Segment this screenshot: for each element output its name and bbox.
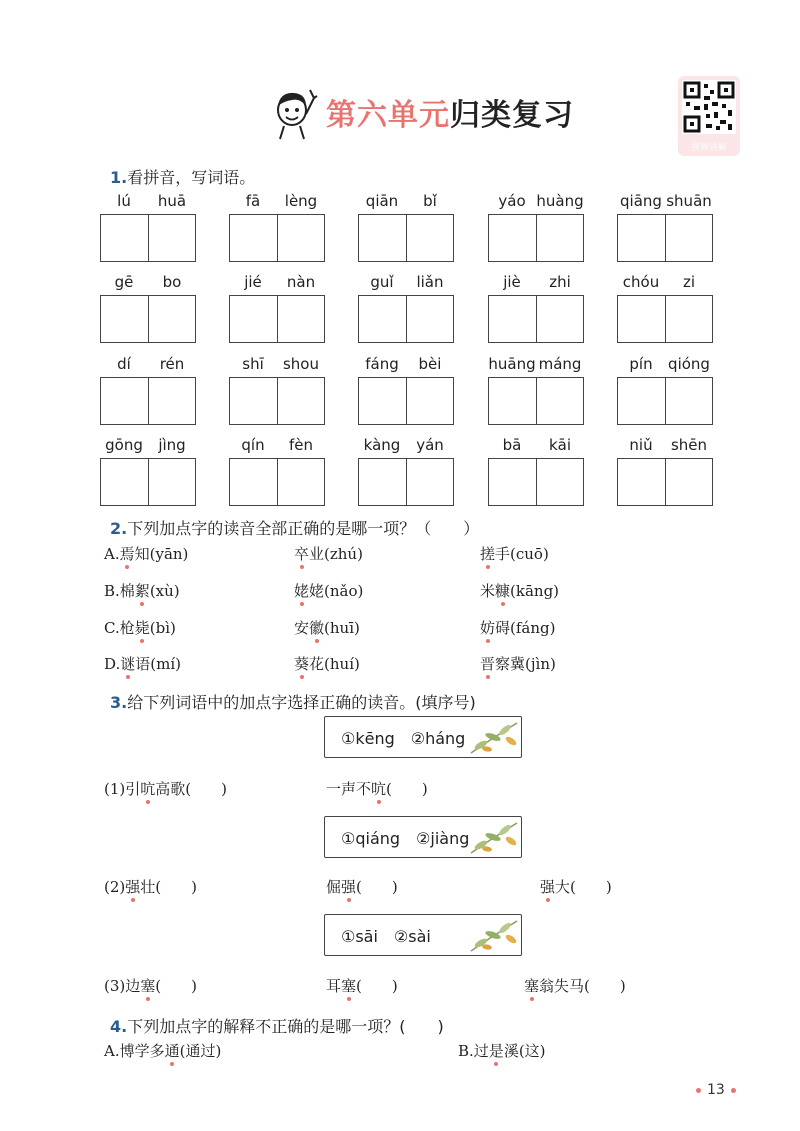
pinyin-label: lèng <box>284 192 318 210</box>
dotted-char: 妨 <box>480 619 496 637</box>
word-cell <box>488 192 584 262</box>
word-cell <box>488 355 584 425</box>
pinyin-label: máng <box>538 355 582 373</box>
option-item <box>104 580 180 601</box>
text-after: 壮( ) <box>140 878 197 896</box>
word-cell <box>488 273 584 343</box>
word-cell <box>229 192 325 262</box>
text-after: 姥(nǎo) <box>309 582 364 600</box>
leaf-decoration-icon <box>467 819 519 855</box>
pinyin-label: zi <box>682 273 696 291</box>
option-item <box>480 580 559 601</box>
title-area <box>270 82 574 142</box>
dotted-char: 糠 <box>495 582 511 600</box>
text-after: (bì) <box>149 619 176 637</box>
writing-cell[interactable] <box>489 296 536 342</box>
writing-cell[interactable] <box>101 215 148 261</box>
writing-box[interactable] <box>617 458 713 506</box>
text-after: 翁失马( ) <box>539 977 626 995</box>
writing-cell[interactable] <box>148 378 196 424</box>
dotted-char: 是 <box>488 1042 504 1060</box>
writing-cell[interactable] <box>489 215 536 261</box>
writing-cell[interactable] <box>406 378 454 424</box>
text-after: 知(yān) <box>134 545 189 563</box>
dotted-char: 强 <box>540 878 556 896</box>
pinyin-label: guǐ <box>370 273 394 291</box>
dotted-char: 塞 <box>341 977 357 995</box>
writing-cell[interactable] <box>277 215 325 261</box>
option-item <box>294 653 360 674</box>
dotted-char: 吭 <box>371 780 387 798</box>
writing-cell[interactable] <box>536 459 584 505</box>
pinyin-label: yán <box>416 436 444 454</box>
dotted-char: 葵 <box>294 655 310 673</box>
writing-cell[interactable] <box>489 378 536 424</box>
writing-cell[interactable] <box>277 378 325 424</box>
reading-options-box <box>324 816 522 858</box>
writing-cell[interactable] <box>277 296 325 342</box>
writing-cell[interactable] <box>148 296 196 342</box>
leaf-decoration-icon <box>467 917 519 953</box>
q1-heading <box>110 165 255 188</box>
q4-heading <box>110 1014 444 1037</box>
pinyin-label: zhi <box>549 273 571 291</box>
word-item <box>524 975 626 996</box>
pinyin-label: huāng <box>488 355 536 373</box>
dotted-char: 塞 <box>524 977 540 995</box>
page-title <box>326 90 574 134</box>
dotted-char: 絮 <box>134 582 150 600</box>
pinyin-label: huàng <box>536 192 584 210</box>
boy-mascot-icon <box>270 84 318 140</box>
option-item <box>104 653 181 674</box>
text-before: 倔 <box>326 878 342 896</box>
pinyin-label: shuān <box>666 192 712 210</box>
pinyin-label: qiāng <box>620 192 662 210</box>
text-before: 一声不 <box>326 780 372 798</box>
word-cell <box>488 436 584 506</box>
text-after: ( ) <box>356 977 398 995</box>
dotted-char: 毙 <box>134 619 150 637</box>
writing-cell[interactable] <box>536 215 584 261</box>
reading-options-box <box>324 914 522 956</box>
word-cell <box>100 355 196 425</box>
qr-caption: 视频讲解 <box>690 143 727 153</box>
text-after: (通过) <box>179 1042 222 1060</box>
word-item <box>104 876 197 897</box>
text-before: (1)引 <box>104 780 141 798</box>
pinyin-label: yáo <box>498 192 526 210</box>
word-item <box>540 876 612 897</box>
q2-number: 2. <box>110 519 128 538</box>
dotted-char: 搓 <box>480 545 496 563</box>
word-cell <box>358 355 454 425</box>
writing-box[interactable] <box>488 458 584 506</box>
qr-code-icon <box>682 80 736 134</box>
writing-box[interactable] <box>488 214 584 262</box>
pinyin-label: fā <box>245 192 261 210</box>
writing-cell[interactable] <box>665 296 713 342</box>
writing-box[interactable] <box>229 214 325 262</box>
writing-cell[interactable] <box>277 459 325 505</box>
writing-box[interactable] <box>100 295 196 343</box>
writing-cell[interactable] <box>101 459 148 505</box>
option-item <box>480 543 549 564</box>
text-before: A. <box>104 545 120 563</box>
text-after: 手(cuō) <box>495 545 549 563</box>
option-item <box>104 543 188 564</box>
writing-box[interactable] <box>358 458 454 506</box>
text-after: 大( ) <box>555 878 612 896</box>
pinyin-label: jìng <box>158 436 186 454</box>
text-before: C.枪 <box>104 619 135 637</box>
leaf-decoration-icon <box>467 719 519 755</box>
writing-box[interactable] <box>229 458 325 506</box>
q2-prompt: 下列加点字的读音全部正确的是哪一项？（ ） <box>127 519 480 538</box>
writing-cell[interactable] <box>665 215 713 261</box>
word-cell <box>100 192 196 262</box>
text-before: 安 <box>294 619 310 637</box>
writing-cell[interactable] <box>148 215 196 261</box>
writing-box[interactable] <box>100 458 196 506</box>
pinyin-label: shī <box>242 355 264 373</box>
word-cell <box>617 273 713 343</box>
word-cell <box>358 436 454 506</box>
writing-cell[interactable] <box>230 215 277 261</box>
writing-box[interactable] <box>358 295 454 343</box>
writing-cell[interactable] <box>536 296 584 342</box>
text-after: 察冀(jìn) <box>495 655 556 673</box>
word-cell <box>617 355 713 425</box>
writing-cell[interactable] <box>359 215 406 261</box>
q3-heading <box>110 690 476 713</box>
text-after: 业(zhú) <box>309 545 363 563</box>
q4-number: 4. <box>110 1017 128 1036</box>
pinyin-label: bǐ <box>423 192 437 210</box>
pinyin-label: bo <box>162 273 182 291</box>
dotted-char: 强 <box>125 878 141 896</box>
word-cell <box>229 355 325 425</box>
pinyin-label: shou <box>282 355 319 373</box>
writing-cell[interactable] <box>101 296 148 342</box>
dotted-char: 姥 <box>294 582 310 600</box>
pinyin-label: lú <box>117 192 131 210</box>
writing-box[interactable] <box>488 295 584 343</box>
writing-cell[interactable] <box>536 378 584 424</box>
writing-box[interactable] <box>617 295 713 343</box>
pinyin-label: dí <box>117 355 131 373</box>
word-cell <box>617 436 713 506</box>
writing-cell[interactable] <box>148 459 196 505</box>
dotted-char: 谜 <box>120 655 136 673</box>
text-before: B.过 <box>458 1042 489 1060</box>
pinyin-label: shēn <box>670 436 708 454</box>
option-item <box>480 653 556 674</box>
pinyin-label: kāi <box>548 436 572 454</box>
writing-box[interactable] <box>229 377 325 425</box>
writing-cell[interactable] <box>618 378 665 424</box>
text-after: (xù) <box>149 582 180 600</box>
writing-box[interactable] <box>100 214 196 262</box>
word-item <box>326 876 398 897</box>
text-before: A.博学多 <box>104 1042 165 1060</box>
writing-cell[interactable] <box>618 459 665 505</box>
pinyin-label: chóu <box>622 273 660 291</box>
q2-heading <box>110 516 479 539</box>
pinyin-label: jiè <box>503 273 521 291</box>
writing-box[interactable] <box>358 214 454 262</box>
writing-cell[interactable] <box>359 378 406 424</box>
pinyin-label: liǎn <box>416 273 444 291</box>
writing-cell[interactable] <box>406 459 454 505</box>
writing-cell[interactable] <box>665 459 713 505</box>
option-item <box>294 543 363 564</box>
text-after: ( ) <box>155 977 197 995</box>
pinyin-label: huā <box>157 192 187 210</box>
writing-cell[interactable] <box>665 378 713 424</box>
reading-options: ①kēng ②háng <box>341 729 466 748</box>
writing-box[interactable] <box>358 377 454 425</box>
q3-prompt: 给下列词语中的加点字选择正确的读音。(填序号) <box>127 693 476 712</box>
option-item <box>480 617 555 638</box>
writing-cell[interactable] <box>230 378 277 424</box>
text-before: B.棉 <box>104 582 135 600</box>
page-number: 13 <box>690 1082 742 1098</box>
pinyin-label: qín <box>241 436 265 454</box>
word-cell <box>358 273 454 343</box>
text-before: (2) <box>104 878 126 896</box>
word-item <box>104 975 197 996</box>
text-before: (3)边 <box>104 977 141 995</box>
q1-prompt: 看拼音，写词语。 <box>127 168 256 187</box>
pinyin-label: fáng <box>365 355 399 373</box>
writing-cell[interactable] <box>359 459 406 505</box>
text-after: ( ) <box>386 780 428 798</box>
text-after: 高歌( ) <box>155 780 227 798</box>
word-item <box>326 975 398 996</box>
q1-number: 1. <box>110 168 128 187</box>
dotted-char: 吭 <box>140 780 156 798</box>
writing-box[interactable] <box>617 377 713 425</box>
option-item <box>458 1040 546 1061</box>
dotted-char: 通 <box>164 1042 180 1060</box>
reading-options: ①qiáng ②jiàng <box>341 829 470 848</box>
word-cell <box>229 436 325 506</box>
word-cell <box>100 436 196 506</box>
option-item <box>294 580 363 601</box>
dotted-char: 强 <box>341 878 357 896</box>
writing-cell[interactable] <box>406 215 454 261</box>
pinyin-label: bā <box>502 436 522 454</box>
writing-cell[interactable] <box>406 296 454 342</box>
text-after: (kāng) <box>510 582 560 600</box>
pinyin-label: gē <box>114 273 134 291</box>
text-after: (huī) <box>324 619 360 637</box>
q3-number: 3. <box>110 693 128 712</box>
writing-box[interactable] <box>100 377 196 425</box>
word-cell <box>229 273 325 343</box>
pinyin-label: rén <box>159 355 185 373</box>
dotted-char: 焉 <box>119 545 135 563</box>
text-after: 花(huí) <box>309 655 360 673</box>
pinyin-label: kàng <box>363 436 401 454</box>
pinyin-label: bèi <box>418 355 442 373</box>
text-before: 耳 <box>326 977 342 995</box>
text-before: 米 <box>480 582 496 600</box>
writing-cell[interactable] <box>230 296 277 342</box>
writing-box[interactable] <box>229 295 325 343</box>
pinyin-label: qiān <box>365 192 399 210</box>
pinyin-label: fèn <box>288 436 314 454</box>
title-accent: 第六单元 <box>326 98 450 133</box>
pinyin-label: pín <box>629 355 653 373</box>
writing-box[interactable] <box>488 377 584 425</box>
pinyin-label: gōng <box>105 436 143 454</box>
option-item <box>104 617 176 638</box>
writing-box[interactable] <box>617 214 713 262</box>
text-before: D. <box>104 655 121 673</box>
writing-cell[interactable] <box>101 378 148 424</box>
reading-options-box <box>324 716 522 758</box>
writing-cell[interactable] <box>489 459 536 505</box>
writing-cell[interactable] <box>230 459 277 505</box>
pinyin-label: nàn <box>286 273 316 291</box>
option-item <box>294 617 360 638</box>
text-after: ( ) <box>356 878 398 896</box>
writing-cell[interactable] <box>359 296 406 342</box>
pinyin-label: jié <box>244 273 262 291</box>
word-cell <box>100 273 196 343</box>
q4-prompt: 下列加点字的解释不正确的是哪一项？( ) <box>127 1017 444 1036</box>
dotted-char: 徽 <box>309 619 325 637</box>
pinyin-label: niǔ <box>629 436 653 454</box>
reading-options: ①sāi ②sài <box>341 927 431 946</box>
pinyin-label: qióng <box>668 355 710 373</box>
dotted-char: 晋 <box>480 655 496 673</box>
text-after: 语(mí) <box>135 655 182 673</box>
dotted-char: 卒 <box>294 545 310 563</box>
word-cell <box>617 192 713 262</box>
text-after: 溪(这) <box>503 1042 546 1060</box>
word-item <box>326 778 428 799</box>
writing-cell[interactable] <box>618 296 665 342</box>
title-rest: 归类复习 <box>450 98 574 133</box>
word-item <box>104 778 227 799</box>
option-item <box>104 1040 221 1061</box>
writing-cell[interactable] <box>618 215 665 261</box>
text-after: 碍(fáng) <box>495 619 556 637</box>
dotted-char: 塞 <box>140 977 156 995</box>
word-cell <box>358 192 454 262</box>
